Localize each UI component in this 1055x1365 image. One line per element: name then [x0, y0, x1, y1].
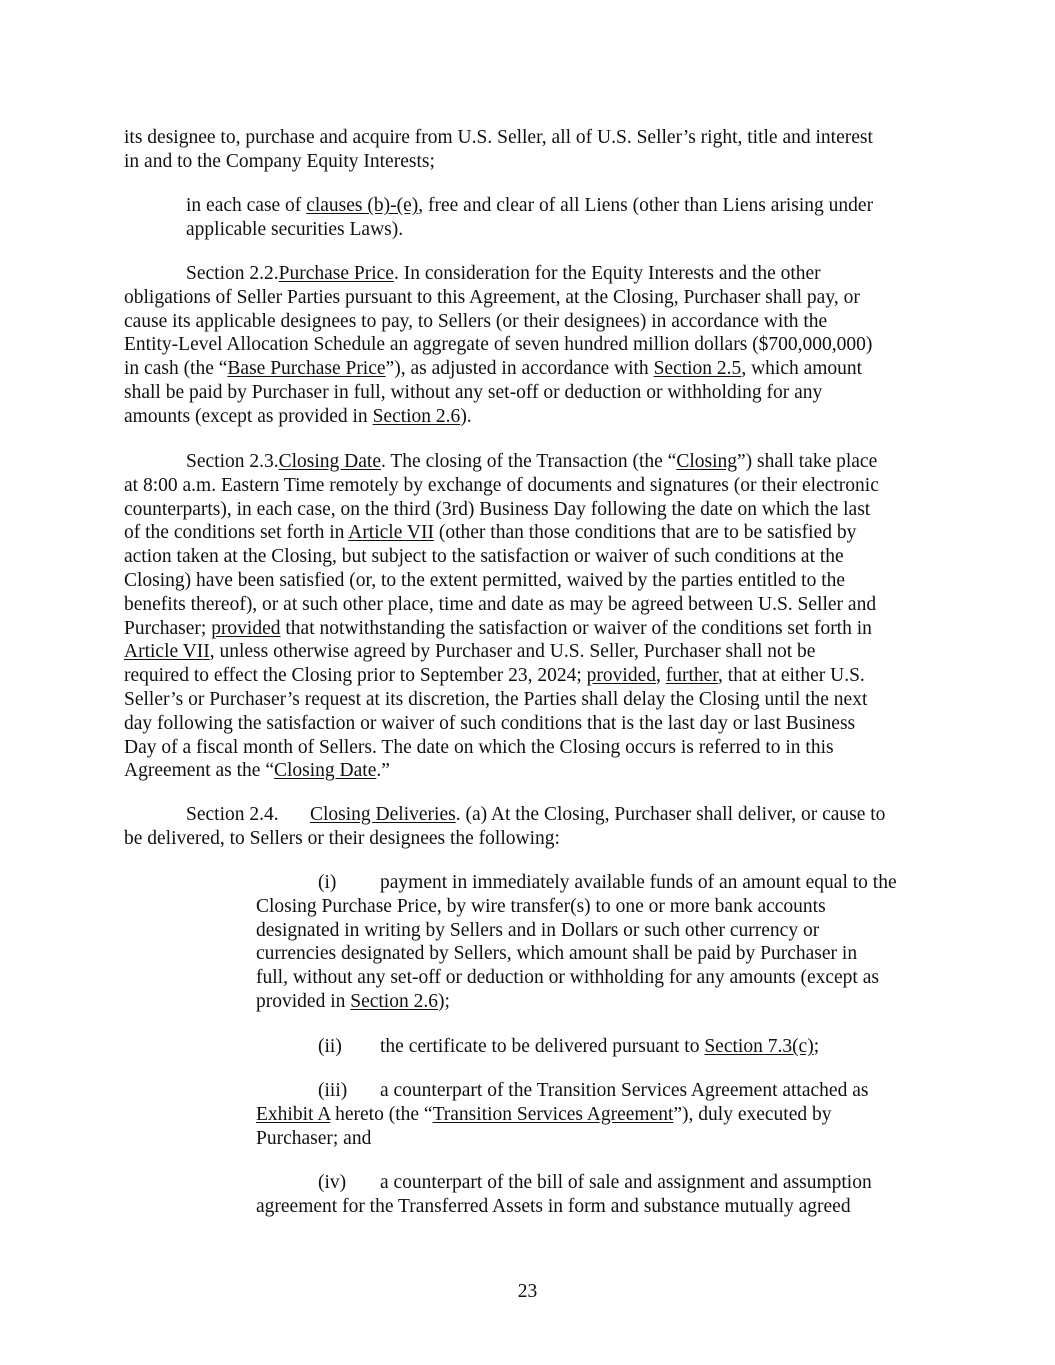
intro-line-1: its designee to, purchase and acquire from U.S. Seller, all of U.S. Seller’s right, title and interest [124, 127, 873, 148]
item-iv-line: a counterpart of the bill of sale and assignment and assumption [380, 1172, 872, 1193]
section-2-3-line: . The closing of the Transaction (the “ [381, 451, 677, 472]
item-i-line: Closing Purchase Price, by wire transfer(s) to one or more bank accounts [256, 895, 826, 917]
each-case-text-3: applicable securities Laws). [186, 218, 404, 240]
item-iv-line: agreement for the Transferred Assets in form and substance mutually agreed [256, 1195, 851, 1217]
section-2-3-number: Section 2.3. [186, 451, 279, 472]
each-case-paragraph [186, 194, 873, 242]
section-2-2-text: . In consideration for the Equity Interests and the other [393, 263, 821, 284]
section-2-3 [124, 450, 879, 783]
section-2-3-line: , that at either U.S. [718, 665, 865, 687]
each-case-text: in each case of [186, 195, 307, 216]
item-iii-line: ”), duly executed by [673, 1103, 832, 1125]
section-2-3-line: action taken at the Closing, but subject to the satisfaction or waiver of such conditions at the [124, 546, 844, 568]
section-2-3-line: ”) shall take place [737, 451, 878, 472]
section-2-2-line: obligations of Seller Parties pursuant to this Agreement, at the Closing, Purchaser shall pay, or [124, 286, 860, 308]
section-2-4-line: . (a) At the Closing, Purchaser shall deliver, or cause to [455, 804, 886, 825]
item-ii-line: ; [813, 1036, 820, 1057]
closing-term: Closing [676, 451, 738, 472]
section-7-3c-link[interactable]: Section 7.3(c) [704, 1036, 814, 1057]
section-2-4-line: be delivered, to Sellers or their designees the following: [124, 827, 560, 849]
transition-services-agreement-term: Transition Services Agreement [432, 1103, 674, 1125]
section-2-4-number: Section 2.4. [186, 804, 279, 825]
section-2-3-line: of the conditions set forth in [124, 522, 349, 544]
section-2-2-line: ). [460, 405, 472, 427]
item-iii-line: hereto (the “ [330, 1103, 433, 1125]
section-2-3-comma: , [656, 665, 666, 687]
section-2-3-line: , unless otherwise agreed by Purchaser and U.S. Seller, Purchaser shall not be [209, 641, 816, 663]
item-ii-number: (ii) [318, 1036, 342, 1057]
section-2-6-link[interactable]: Section 2.6 [350, 990, 438, 1012]
intro-paragraph [124, 126, 873, 174]
item-ii [256, 1035, 819, 1059]
section-2-2 [124, 262, 872, 429]
item-i-line: payment in immediately available funds of an amount equal to the [380, 872, 897, 893]
item-i-line: full, without any set-off or deduction or withholding for any amounts (except as [256, 967, 879, 989]
item-i-line: provided in [256, 990, 351, 1012]
exhibit-a-link[interactable]: Exhibit A [256, 1103, 331, 1125]
section-2-3-line: benefits thereof), or at such other place, time and date as may be agreed between U.S. Seller and [124, 593, 877, 615]
closing-date-term: Closing Date [273, 760, 377, 782]
item-iii-number: (iii) [318, 1080, 348, 1101]
section-2-2-number: Section 2.2. [186, 263, 279, 284]
section-2-2-line: in cash (the “ [124, 358, 228, 380]
section-2-5-link[interactable]: Section 2.5 [653, 358, 742, 380]
section-2-2-line: shall be paid by Purchaser in full, without any set-off or deduction or withholding for any [124, 381, 823, 403]
section-2-3-line: Agreement as the “ [124, 760, 274, 782]
section-2-2-line: amounts (except as provided in [124, 405, 373, 427]
section-2-2-line: , which amount [741, 358, 863, 380]
section-2-3-line: Purchaser; [124, 617, 212, 639]
item-ii-line: the certificate to be delivered pursuant to [380, 1036, 705, 1057]
section-2-4 [124, 803, 885, 851]
section-2-6-link[interactable]: Section 2.6 [372, 405, 461, 427]
item-i [256, 871, 897, 1014]
article-vii-link[interactable]: Article VII [124, 641, 210, 663]
section-2-3-line: Day of a fiscal month of Sellers. The date on which the Closing occurs is referred to in this [124, 736, 834, 758]
section-2-2-heading: Purchase Price [278, 263, 394, 284]
provided-term: provided [211, 617, 281, 639]
page-number: 23 [517, 1281, 538, 1302]
item-iii-line: Purchaser; and [256, 1127, 372, 1149]
section-2-3-heading: Closing Date [278, 451, 381, 472]
item-iv-number: (iv) [318, 1172, 347, 1193]
section-2-3-line: counterparts), in each case, on the third (3rd) Business Day following the date on which the last [124, 498, 871, 520]
item-i-line: currencies designated by Sellers, which amount shall be paid by Purchaser in [256, 943, 858, 965]
further-term: further [665, 665, 719, 687]
section-2-3-line: Closing) have been satisfied (or, to the extent permitted, waived by the parties entitled to the [124, 569, 846, 591]
item-iii-line: a counterpart of the Transition Services Agreement attached as [380, 1080, 869, 1101]
section-2-3-line: that notwithstanding the satisfaction or waiver of the conditions set forth in [280, 617, 872, 639]
section-2-2-line: Entity-Level Allocation Schedule an aggregate of seven hundred million dollars ($700,000,000) [124, 334, 873, 356]
item-i-line: ); [437, 990, 450, 1012]
each-case-text-2: , free and clear of all Liens (other than Liens arising under [418, 195, 874, 216]
base-purchase-price-term: Base Purchase Price [227, 358, 386, 380]
section-2-3-line: (other than those conditions that are to be satisfied by [433, 522, 857, 544]
section-2-3-line: day following the satisfaction or waiver of such conditions that is the last day or last Business [124, 712, 856, 734]
item-iv [256, 1171, 872, 1219]
item-i-number: (i) [318, 872, 337, 893]
item-i-line: designated in writing by Sellers and in Dollars or such other currency or [256, 919, 820, 941]
section-2-3-line: at 8:00 a.m. Eastern Time remotely by exchange of documents and signatures (or their electronic [124, 474, 879, 496]
article-vii-link[interactable]: Article VII [348, 522, 434, 544]
item-iii [256, 1079, 868, 1150]
intro-line-2: in and to the Company Equity Interests; [124, 150, 435, 172]
section-2-2-line: cause its applicable designees to pay, to Sellers (or their designees) in accordance with the [124, 310, 828, 332]
section-2-3-line: required to effect the Closing prior to September 23, 2024; [124, 665, 587, 687]
section-2-4-heading: Closing Deliveries [310, 804, 456, 825]
section-2-2-line: ”), as adjusted in accordance with [385, 358, 654, 380]
section-2-3-line: .” [376, 760, 390, 782]
section-2-3-line: Seller’s or Purchaser’s request at its discretion, the Parties shall delay the Closing until the next [124, 688, 868, 710]
clauses-link[interactable]: clauses (b)-(e) [306, 195, 419, 216]
provided-term: provided [586, 665, 656, 687]
